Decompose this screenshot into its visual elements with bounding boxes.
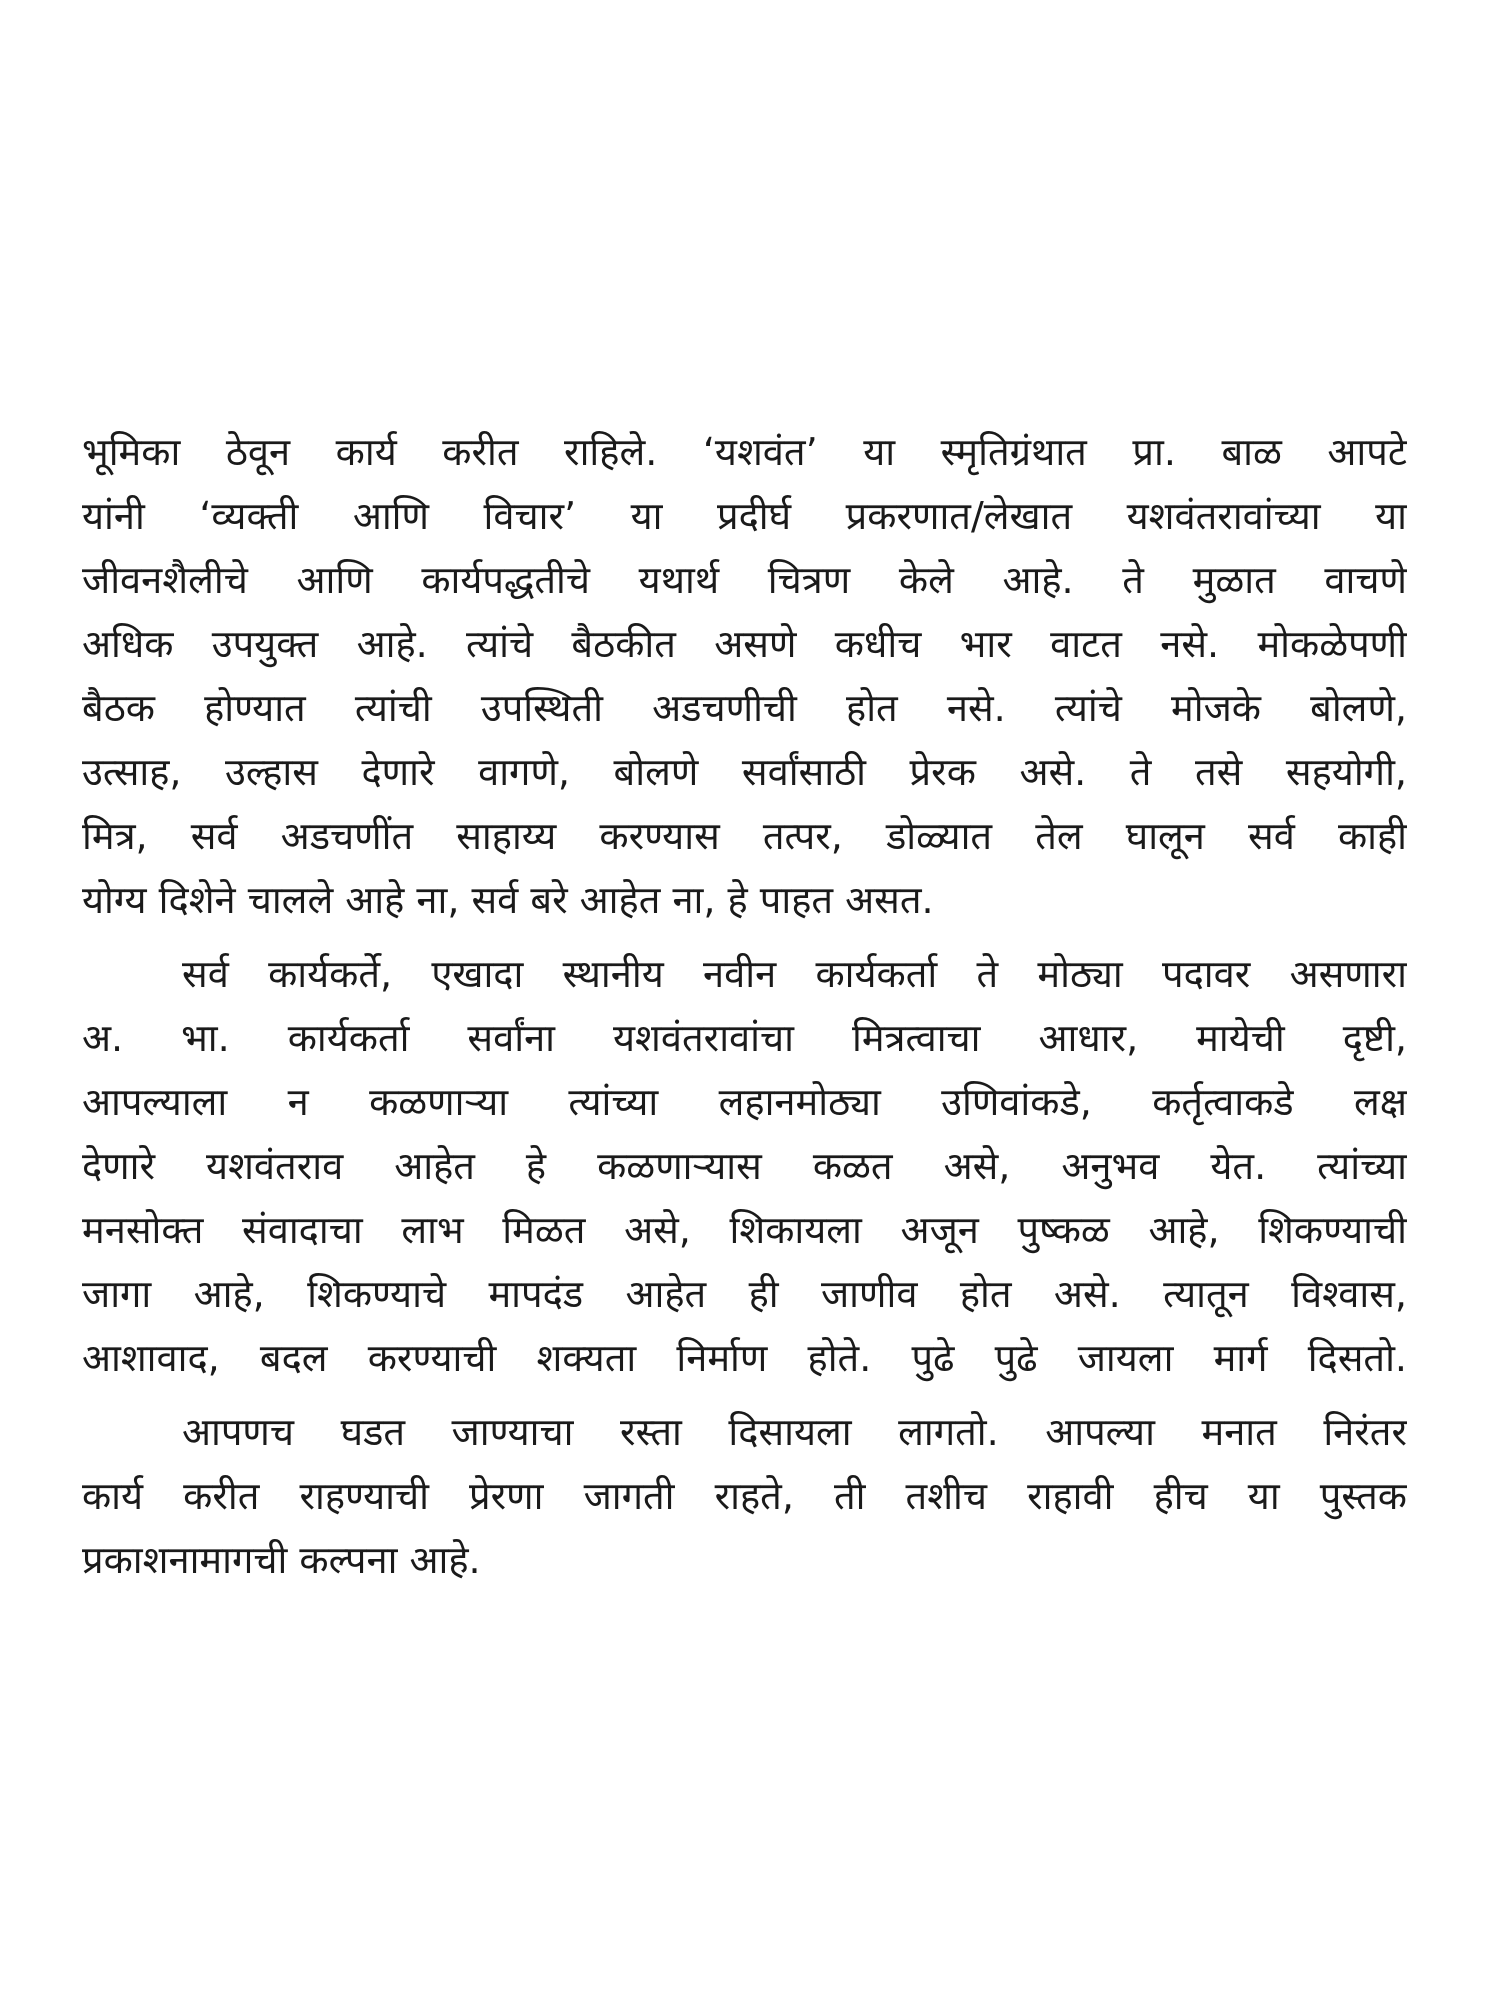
body-text <box>82 420 1407 1592</box>
text-line: उत्साह, उल्हास देणारे वागणे, बोलणे सर्वांसाठी प्रेरक असे. ते तसे सहयोगी, <box>82 750 1407 794</box>
paragraph-gap <box>82 1390 1407 1400</box>
text-line: कार्य करीत राहण्याची प्रेरणा जागती राहते, ती तशीच राहावी हीच या पुस्तक <box>82 1474 1407 1518</box>
paragraph-1 <box>82 420 1407 932</box>
text-line: जागा आहे, शिकण्याचे मापदंड आहेत ही जाणीव होत असे. त्यातून विश्वास, <box>82 1272 1407 1316</box>
text-line: आपल्याला न कळणाऱ्या त्यांच्या लहानमोठ्या उणिवांकडे, कर्तृत्वाकडे लक्ष <box>82 1080 1407 1124</box>
paragraph-gap <box>82 932 1407 942</box>
text-line: देणारे यशवंतराव आहेत हे कळणाऱ्यास कळत असे, अनुभव येत. त्यांच्या <box>82 1144 1407 1188</box>
text-line: सर्व कार्यकर्ते, एखादा स्थानीय नवीन कार्यकर्ता ते मोठ्या पदावर असणारा <box>182 952 1407 996</box>
text-line: योग्य दिशेने चालले आहे ना, सर्व बरे आहेत ना, हे पाहत असत. <box>82 878 934 922</box>
paragraph-2 <box>82 942 1407 1390</box>
text-line: भूमिका ठेवून कार्य करीत राहिले. ‘यशवंत’ या स्मृतिग्रंथात प्रा. बाळ आपटे <box>82 430 1407 474</box>
text-line: प्रकाशनामागची कल्पना आहे. <box>82 1538 481 1582</box>
paragraph-3 <box>82 1400 1407 1592</box>
text-line: मित्र, सर्व अडचणींत साहाय्य करण्यास तत्पर, डोळ्यात तेल घालून सर्व काही <box>82 814 1407 858</box>
text-line: अधिक उपयुक्त आहे. त्यांचे बैठकीत असणे कधीच भार वाटत नसे. मोकळेपणी <box>82 622 1407 666</box>
text-line: यांनी ‘व्यक्ती आणि विचार’ या प्रदीर्घ प्रकरणात/लेखात यशवंतरावांच्या या <box>82 494 1407 538</box>
text-line: अ. भा. कार्यकर्ता सर्वांना यशवंतरावांचा मित्रत्वाचा आधार, मायेची दृष्टी, <box>82 1016 1407 1060</box>
text-line: बैठक होण्यात त्यांची उपस्थिती अडचणीची होत नसे. त्यांचे मोजके बोलणे, <box>82 686 1407 730</box>
text-line: आशावाद, बदल करण्याची शक्यता निर्माण होते. पुढे पुढे जायला मार्ग दिसतो. <box>82 1336 1407 1380</box>
text-line: मनसोक्त संवादाचा लाभ मिळत असे, शिकायला अजून पुष्कळ आहे, शिकण्याची <box>82 1208 1407 1252</box>
text-line: जीवनशैलीचे आणि कार्यपद्धतीचे यथार्थ चित्रण केले आहे. ते मुळात वाचणे <box>82 558 1407 602</box>
text-line: आपणच घडत जाण्याचा रस्ता दिसायला लागतो. आपल्या मनात निरंतर <box>182 1410 1407 1454</box>
